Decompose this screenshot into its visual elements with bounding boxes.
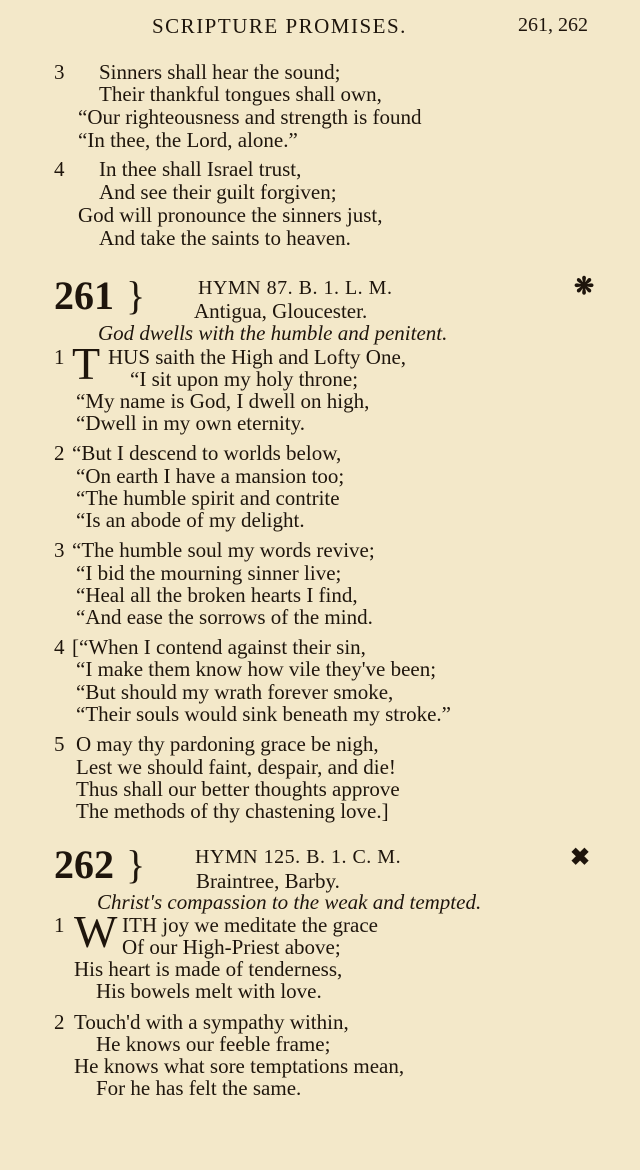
- verse-line: “Dwell in my own eternity.: [76, 411, 306, 435]
- verse-line: Of our High-Priest above;: [122, 935, 341, 959]
- verse-number: 4: [54, 635, 65, 659]
- ornament-icon: ❋: [574, 274, 595, 300]
- verse-line: “But should my wrath forever smoke,: [76, 680, 394, 704]
- verse-number: 2: [54, 441, 65, 465]
- verse-line: The methods of thy chastening love.]: [76, 799, 389, 823]
- verse-line: “I sit upon my holy throne;: [130, 367, 359, 391]
- tune-names: Antigua, Gloucester.: [194, 299, 368, 323]
- verse-line: For he has felt the same.: [96, 1076, 302, 1100]
- running-header-title: SCRIPTURE PROMISES.: [152, 14, 407, 38]
- verse-line: “My name is God, I dwell on high,: [76, 389, 370, 413]
- verse-line: Lest we should faint, despair, and die!: [76, 755, 396, 779]
- verse-line: “Is an abode of my delight.: [76, 508, 305, 532]
- verse-line: O may thy pardoning grace be nigh,: [76, 732, 379, 756]
- hymn-number: 262: [54, 842, 114, 887]
- tune-names: Braintree, Barby.: [196, 869, 340, 893]
- hymn-brace: }: [126, 273, 146, 318]
- verse-line: “And ease the sorrows of the mind.: [76, 605, 373, 629]
- verse-line: He knows what sore temptations mean,: [74, 1054, 405, 1078]
- verse-line: “The humble spirit and contrite: [76, 486, 340, 510]
- drop-cap: W: [74, 906, 118, 957]
- running-header-page-numbers: 261, 262: [518, 14, 588, 36]
- verse-number: 2: [54, 1010, 65, 1034]
- verse-line: And see their guilt forgiven;: [99, 180, 337, 204]
- verse-number: 1: [54, 345, 65, 369]
- verse-line: “The humble soul my words revive;: [72, 538, 375, 562]
- verse-number: 4: [54, 157, 65, 181]
- verse-line: God will pronounce the sinners just,: [78, 203, 383, 227]
- hymn-subject: Christ's compassion to the weak and tempted.: [97, 890, 482, 914]
- verse-line: And take the saints to heaven.: [99, 226, 351, 250]
- hymn-number: 261: [54, 273, 114, 318]
- drop-cap: T: [72, 338, 101, 389]
- verse-line: [“When I contend against their sin,: [72, 635, 366, 659]
- verse-line: “On earth I have a mansion too;: [76, 464, 345, 488]
- verse-line: Thus shall our better thoughts approve: [76, 777, 400, 801]
- verse-line: In thee shall Israel trust,: [99, 157, 302, 181]
- hymn-heading: HYMN 87. B. 1. L. M.: [198, 277, 393, 299]
- verse-line: His heart is made of tenderness,: [74, 957, 343, 981]
- verse-line: “But I descend to worlds below,: [72, 441, 342, 465]
- verse-line: “Our righteousness and strength is found: [78, 105, 422, 129]
- verse-line: “Their souls would sink beneath my stroke.”: [76, 702, 452, 726]
- verse-line: “I make them know how vile they've been;: [76, 657, 437, 681]
- verse-line: Their thankful tongues shall own,: [99, 82, 382, 106]
- verse-line: “I bid the mourning sinner live;: [76, 561, 342, 585]
- verse-line: His bowels melt with love.: [96, 979, 322, 1003]
- hymn-heading: HYMN 125. B. 1. C. M.: [195, 846, 402, 868]
- verse-line: ITH joy we meditate the grace: [122, 913, 378, 937]
- verse-line: “In thee, the Lord, alone.”: [78, 128, 298, 152]
- verse-number: 3: [54, 60, 65, 84]
- verse-number: 1: [54, 913, 65, 937]
- hymn-brace: }: [126, 842, 146, 887]
- verse-line: Sinners shall hear the sound;: [99, 60, 341, 84]
- verse-number: 5: [54, 732, 65, 756]
- verse-line: He knows our feeble frame;: [96, 1032, 331, 1056]
- verse-line: Touch'd with a sympathy within,: [74, 1010, 349, 1034]
- verse-line: “Heal all the broken hearts I find,: [76, 583, 358, 607]
- hymn-subject: God dwells with the humble and penitent.: [98, 321, 448, 345]
- verse-number: 3: [54, 538, 65, 562]
- verse-line: HUS saith the High and Lofty One,: [108, 345, 407, 369]
- ornament-icon: ✖: [570, 845, 591, 871]
